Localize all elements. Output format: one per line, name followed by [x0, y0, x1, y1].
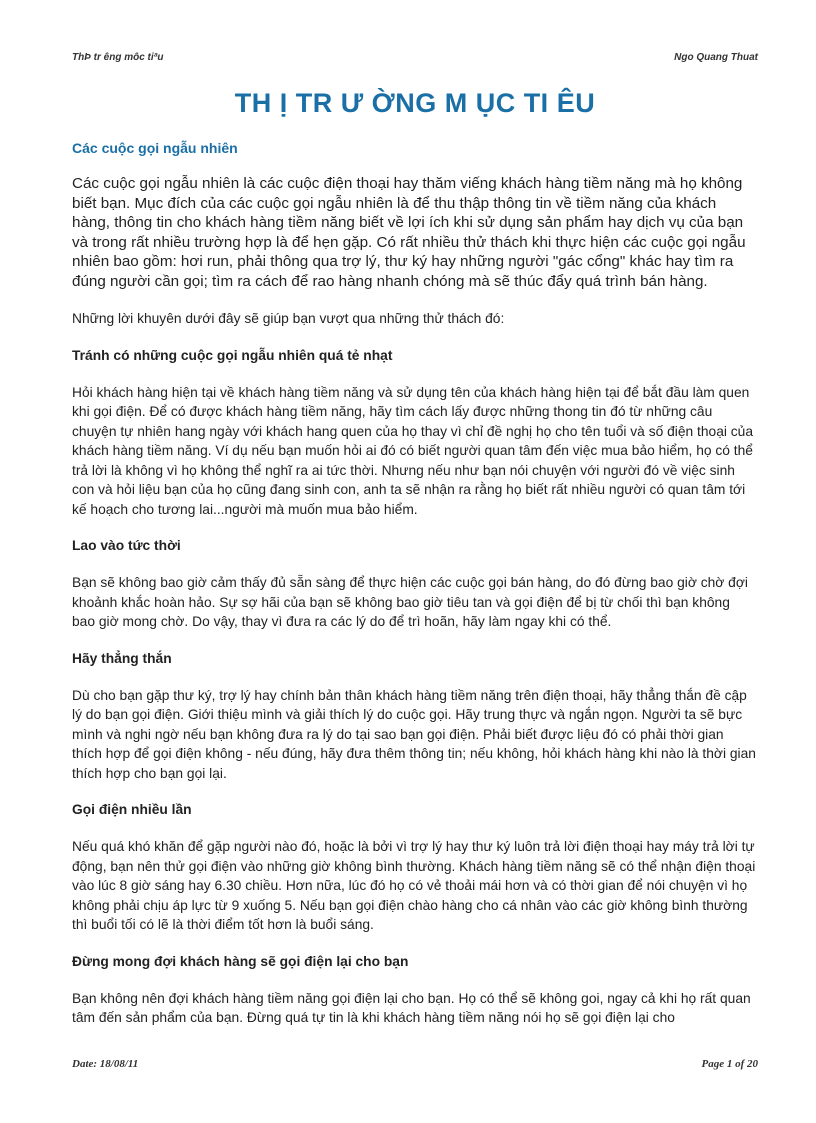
page-header [72, 52, 758, 68]
section-heading-call-often: Gọi điện nhiều lần [72, 802, 192, 817]
paragraph-call-often: Nếu quá khó khăn để gặp người nào đó, hoặc là bởi vì trợ lý hay thư ký luôn trả lời điện thoại hay máy trả lời tự động, bạn nên thử gọi điện vào những giờ không bình thường. Khách hàng tiềm năng sẽ có thể nhận điện thoại vào lúc 8 giờ sáng hay 6.30 chiều. Hơn nữa, lúc đó họ có vẻ thoải mái hơn và có thời gian để nói chuyện vì họ không phải chịu áp lực từ 9 xuống 5. Nếu bạn gọi điện chào hàng cho cá nhân vào các giờ không bình thường thì buổi tối có lẽ là thời điểm tốt hơn là buổi sáng. [72, 839, 756, 932]
paragraph-dont-wait: Bạn không nên đợi khách hàng tiềm năng gọi điện lại cho bạn. Họ có thể sẽ không goi, ngay cả khi họ rất quan tâm đến sản phẩm của bạn. Đừng quá tự tin là khi khách hàng tiềm năng nói họ sẽ gọi điện lại cho [72, 990, 751, 1025]
footer-page-number: Page 1 of 20 [701, 1058, 758, 1070]
section-heading-random-calls: Các cuộc gọi ngẫu nhiên [72, 140, 238, 156]
section-heading-act-now: Lao vào tức thời [72, 538, 181, 553]
section-heading-dont-wait: Đừng mong đợi khách hàng sẽ gọi điện lại cho bạn [72, 953, 409, 969]
page-footer [72, 1058, 758, 1074]
footer-date: Date: 18/08/11 [72, 1058, 139, 1070]
paragraph-advice-lead: Những lời khuyên dưới đây sẽ giúp bạn vượt qua những thử thách đó: [72, 311, 505, 326]
paragraph-avoid-boring: Hỏi khách hàng hiện tại về khách hàng tiềm năng và sử dụng tên của khách hàng hiện tại để bắt đầu làm quen khi gọi điện. Để có được khách hàng tiềm năng, hãy tìm cách lấy được những thong tin đó từ những câu chuyện tự nhiên hang ngày với khách hang quen của họ thay vì chỉ đề nghị họ cho tên tuổi và số điện thoại của khách hàng tiềm năng. Ví dụ nếu bạn muốn hỏi ai đó có biết người quan tâm đến việc mua bảo hiểm, họ có thể trả lời là không vì họ không thể nghĩ ra ai tức thời. Nhưng nếu như bạn nói chuyện với người đó về việc sinh con và hỏi liệu bạn của họ cũng đang sinh con, anh ta sẽ nhận ra rằng họ biết rất nhiều người có quan tâm tới kế hoạch cho tương lai...người mà muốn mua bảo hiểm. [72, 384, 754, 517]
paragraph-act-now: Bạn sẽ không bao giờ cảm thấy đủ sẵn sàng để thực hiện các cuộc gọi bán hàng, do đó đừng bao giờ chờ đợi khoảnh khắc hoàn hảo. Sự sợ hãi của bạn sẽ không bao giờ tiêu tan và gọi điện để bị từ chối thì bạn không bao giờ mong chờ. Do vậy, thay vì đưa ra các lý do để trì hoãn, hãy làm ngay khi có thể. [72, 575, 748, 629]
section-heading-be-direct: Hãy thẳng thắn [72, 650, 172, 666]
paragraph-be-direct: Dù cho bạn gặp thư ký, trợ lý hay chính bản thân khách hàng tiềm năng trên điện thoại, hãy thẳng thắn đề cập lý do bạn gọi điện. Giới thiệu mình và giải thích lý do cuộc gọi. Hãy trung thực và ngắn ngọn. Người ta sẽ bực mình và nghi ngờ nếu bạn không đưa ra lý do tại sao bạn gọi điện. Phải biết được liệu đó có phải thời gian thích hợp để gọi điện không - nếu đúng, hãy đưa thêm thông tin; nếu không, hỏi khách hàng khi nào là thời gian thích hợp cho bạn gọi lại. [72, 687, 756, 781]
header-left-text: ThÞ tr êng môc tiªu [72, 52, 164, 63]
document-title: TH Ị TR Ư ỜNG M ỤC TI ÊU [234, 88, 596, 118]
document-body [72, 140, 756, 1046]
section-heading-avoid-boring: Tránh có những cuộc gọi ngẫu nhiên quá tẻ nhạt [72, 347, 393, 363]
paragraph-intro: Các cuộc gọi ngẫu nhiên là các cuộc điện thoại hay thăm viếng khách hàng tiềm năng mà họ không biết bạn. Mục đích của các cuộc gọi ngẫu nhiên là để thu thập thông tin về tiềm năng của khách hàng, thông tin cho khách hàng tiềm năng biết về lợi ích khi sử dụng sản phẩm hay dịch vụ của bạn và trong rất nhiều trường hợp là để hẹn gặp. Có rất nhiều thử thách khi thực hiện các cuộc gọi ngẫu nhiên bao gồm: hơi run, phải thông qua trợ lý, thư ký hay những người "gác cổng" khác hay tìm ra đúng người cần gọi; tìm ra cách để rao hàng nhanh chóng mà sẽ thúc đẩy quá trình bán hàng. [72, 175, 746, 290]
header-author: Ngo Quang Thuat [674, 52, 758, 63]
